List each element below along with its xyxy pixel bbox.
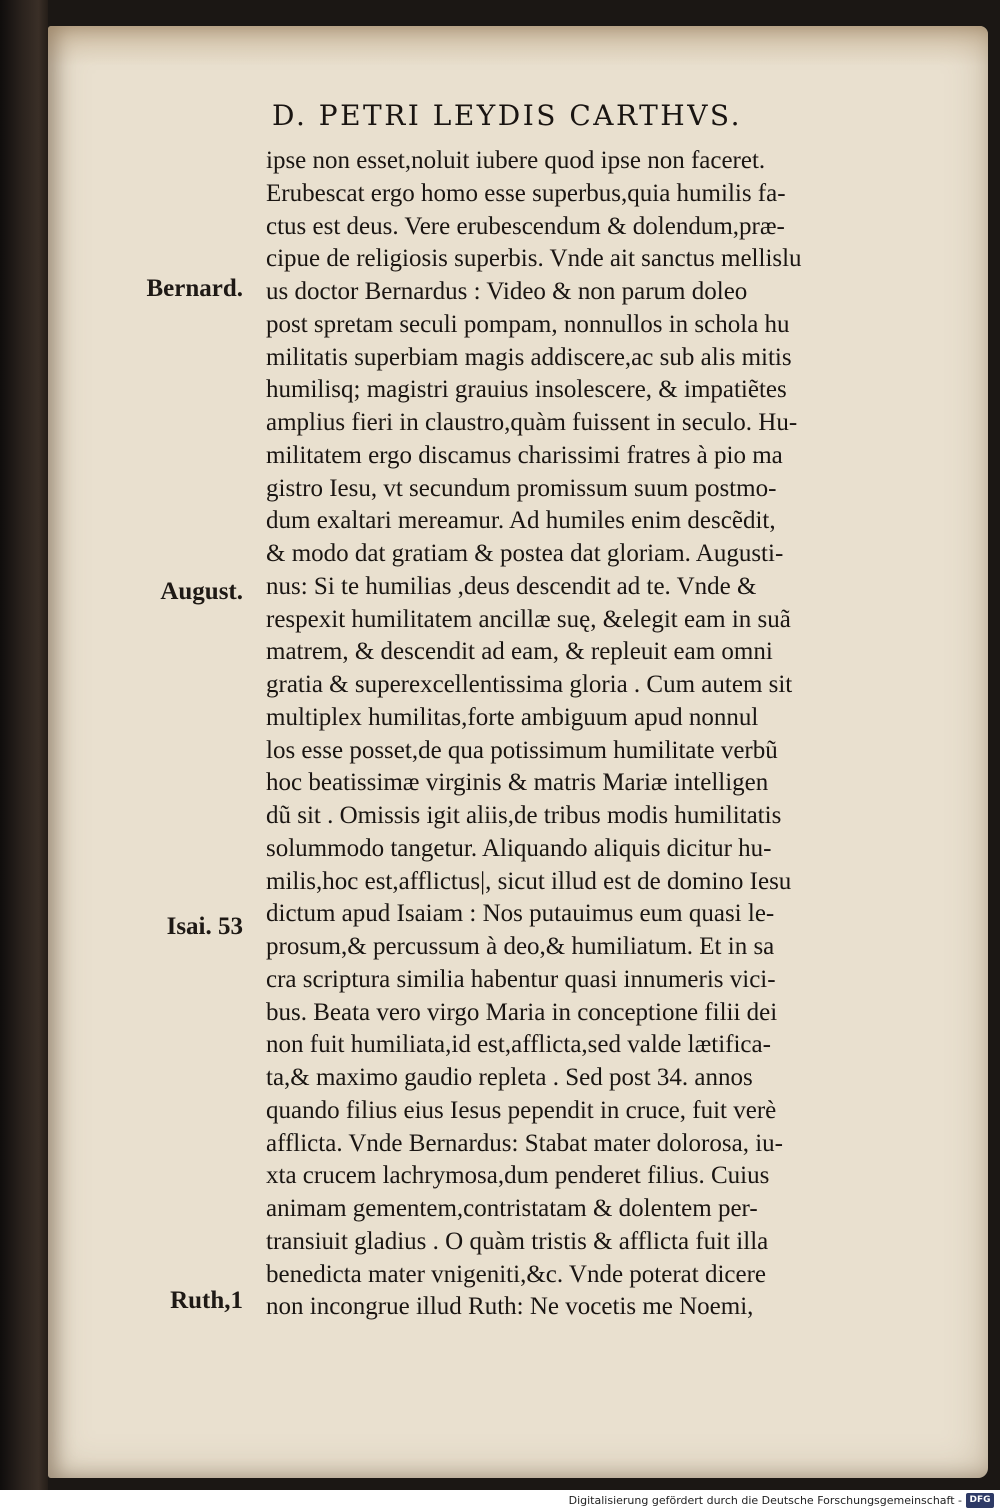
text-line: militatem ergo discamus charissimi fratres à pio ma <box>266 441 783 469</box>
book-binding <box>0 0 48 1512</box>
text-line: dum exaltari mereamur. Ad humiles enim descẽdit, <box>266 507 776 535</box>
footer-bar <box>0 1490 1000 1512</box>
text-line: milis,hoc est,afflictus|, sicut illud est de domino Iesu <box>266 867 792 895</box>
text-line: afflicta. Vnde Bernardus: Stabat mater dolorosa, iu- <box>266 1129 783 1157</box>
text-line: non incongrue illud Ruth: Ne vocetis me Noemi, <box>266 1293 754 1321</box>
running-head: D. PETRI LEYDIS CARTHVS. <box>272 99 742 132</box>
text-line: hoc beatissimæ virginis & matris Mariæ intelligen <box>266 769 769 797</box>
text-line: cipue de religiosis superbis. Vnde ait sanctus mellislu <box>266 245 802 273</box>
text-line: xta crucem lachrymosa,dum penderet filius. Cuius <box>266 1162 770 1190</box>
margin-note-isai: Isai. 53 <box>166 913 243 940</box>
body-text <box>266 145 946 1324</box>
text-line: Erubescat ergo homo esse superbus,quia humilis fa- <box>266 179 786 207</box>
footer-credit: Digitalisierung gefördert durch die Deutsche Forschungsgemeinschaft - <box>568 1494 962 1507</box>
text-line: quando filius eius Iesus pependit in cruce, fuit verè <box>266 1096 777 1124</box>
text-line: gratia & superexcellentissima gloria . Cum autem sit <box>266 671 793 698</box>
text-line: bus. Beata vero virgo Maria in conceptione filii dei <box>266 998 778 1026</box>
text-line: nus: Si te humilias ,deus descendit ad te. Vnde & <box>266 572 757 600</box>
text-line: humilisq; magistri grauius insolescere, & impatiẽtes <box>266 376 787 404</box>
text-line: cra scriptura similia habentur quasi innumeris vici- <box>266 965 776 993</box>
text-line: animam gementem,contristatam & dolentem per- <box>266 1195 758 1222</box>
text-line: militatis superbiam magis addiscere,ac sub alis mitis <box>266 343 792 371</box>
text-line: gistro Iesu, vt secundum promissum suum postmo- <box>266 474 777 502</box>
text-line: ta,& maximo gaudio repleta . Sed post 34. annos <box>266 1064 753 1091</box>
text-line: amplius fieri in claustro,quàm fuissent in seculo. Hu- <box>266 409 798 436</box>
dfg-logo: DFG <box>966 1493 994 1508</box>
text-line: respexit humilitatem ancillæ suę, &elegit eam in suã <box>266 605 791 633</box>
margin-note-ruth: Ruth,1 <box>170 1287 243 1314</box>
text-line: multiplex humilitas,forte ambiguum apud nonnul <box>266 703 759 731</box>
text-line: prosum,& percussum à deo,& humiliatum. Et in sa <box>266 933 775 960</box>
text-line: us doctor Bernardus : Video & non parum doleo <box>266 278 748 305</box>
margin-note-august: August. <box>160 578 243 605</box>
text-line: benedicta mater vnigeniti,&c. Vnde poterat dicere <box>266 1260 767 1288</box>
text-line: matrem, & descendit ad eam, & repleuit eam omni <box>266 638 773 666</box>
margin-note-bernard: Bernard. <box>146 275 243 302</box>
text-line: non fuit humiliata,id est,afflicta,sed valde lætifica- <box>266 1031 771 1059</box>
text-line: ipse non esset,noluit iubere quod ipse non faceret. <box>266 147 766 174</box>
text-line: solummodo tangetur. Aliquando aliquis dicitur hu- <box>266 834 772 862</box>
text-line: transiuit gladius . O quàm tristis & afflicta fuit illa <box>266 1227 769 1255</box>
text-line: post spretam seculi pompam, nonnullos in schola hu <box>266 310 790 338</box>
text-line: & modo dat gratiam & postea dat gloriam. Augusti- <box>266 540 784 567</box>
text-line: dũ sit . Omissis igit aliis,de tribus modis humilitatis <box>266 802 782 829</box>
text-line: dictum apud Isaiam : Nos putauimus eum quasi le- <box>266 900 775 928</box>
text-line: ctus est deus. Vere erubescendum & dolendum,præ- <box>266 212 785 240</box>
text-line: los esse posset,de qua potissimum humilitate verbũ <box>266 736 778 764</box>
